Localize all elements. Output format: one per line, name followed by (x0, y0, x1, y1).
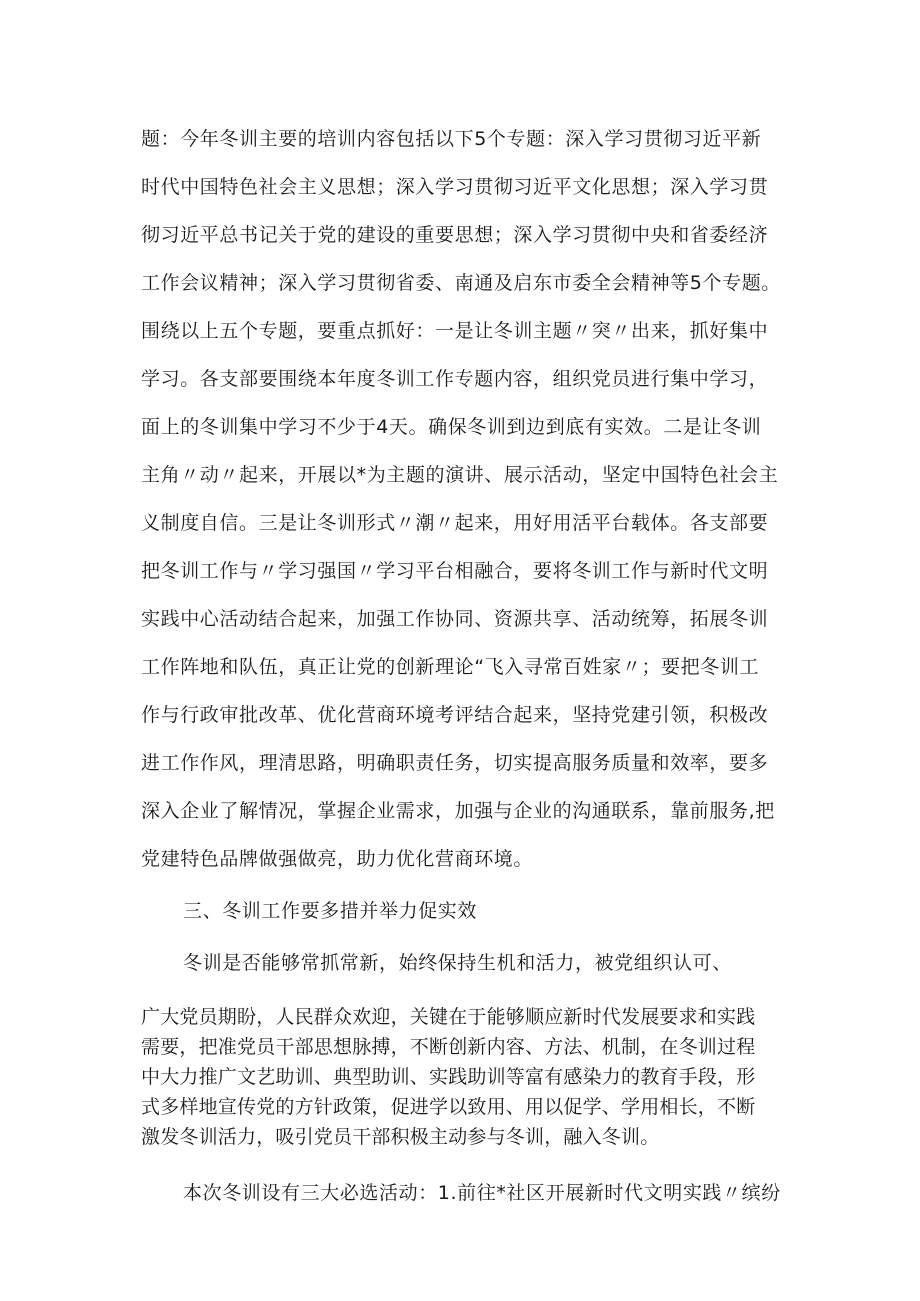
text-line: 进工作作风，理清思路，明确职责任务，切实提高服务质量和效率，要多 (141, 752, 769, 774)
paragraph-first-line: 冬训是否能够常抓常新，始终保持生机和活力，被党组织认可、 (183, 952, 732, 974)
text-line: 时代中国特色社会主义思想；深入学习贯彻习近平文化思想；深入学习贯 (141, 176, 769, 198)
section-heading: 三、冬训工作要多措并举力促实效 (183, 900, 478, 922)
text-line: 需要，把准党员干部思想脉搏，不断创新内容、方法、机制，在冬训过程 (141, 1036, 756, 1058)
text-line: 题：今年冬训主要的培训内容包括以下5个专题：深入学习贯彻习近平新 (141, 128, 762, 150)
text-line: 学习。各支部要围绕本年度冬训工作专题内容，组织党员进行集中学习， (141, 368, 769, 390)
text-line: 工作阵地和队伍，真正让党的创新理论“飞入寻常百姓家〃；要把冬训工 (141, 656, 760, 678)
text-line: 义制度自信。三是让冬训形式〃潮〃起来，用好用活平台载体。各支部要 (141, 512, 769, 534)
text-line: 主角〃动〃起来，开展以*为主题的演讲、展示活动，坚定中国特色社会主 (141, 464, 779, 486)
text-line: 中大力推广文艺助训、典型助训、实践助训等富有感染力的教育手段，形 (141, 1066, 756, 1088)
text-line: 把冬训工作与〃学习强国〃学习平台相融合，要将冬训工作与新时代文明 (141, 560, 769, 582)
paragraph-first-line: 本次冬训设有三大必选活动：1.前往*社区开展新时代文明实践〃缤纷 (183, 1182, 781, 1204)
text-line: 面上的冬训集中学习不少于4天。确保冬训到边到底有实效。二是让冬训 (141, 416, 762, 438)
text-line: 彻习近平总书记关于党的建设的重要思想；深入学习贯彻中央和省委经济 (141, 224, 769, 246)
text-line: 广大党员期盼，人民群众欢迎，关键在于能够顺应新时代发展要求和实践 (141, 1006, 756, 1028)
text-line: 实践中心活动结合起来，加强工作协同、资源共享、活动统筹，拓展冬训 (141, 608, 769, 630)
text-line: 深入企业了解情况，掌握企业需求，加强与企业的沟通联系，靠前服务,把 (141, 800, 775, 822)
text-line: 激发冬训活力，吸引党员干部积极主动参与冬训，融入冬训。 (141, 1126, 660, 1148)
text-line: 工作会议精神；深入学习贯彻省委、南通及启东市委全会精神等5个专题。 (141, 272, 781, 294)
text-line: 式多样地宣传党的方针政策，促进学以致用、用以促学、学用相长，不断 (141, 1096, 756, 1118)
text-line: 党建特色品牌做强做亮，助力优化营商环境。 (141, 848, 534, 870)
text-line: 作与行政审批改革、优化营商环境考评结合起来，坚持党建引领，积极改 (141, 704, 769, 726)
text-line: 围绕以上五个专题，要重点抓好：一是让冬训主题〃突〃出来，抓好集中 (141, 320, 769, 342)
